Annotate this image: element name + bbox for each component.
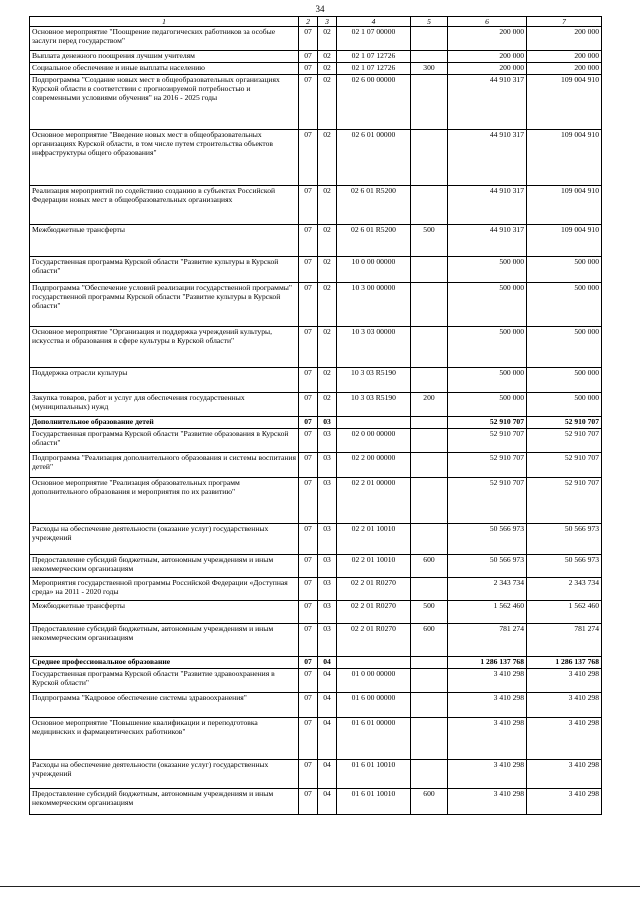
cell-expense-type xyxy=(411,669,448,693)
cell-expense-type xyxy=(411,257,448,283)
cell-section: 07 xyxy=(299,130,318,186)
cell-target-code: 02 6 00 00000 xyxy=(337,75,411,130)
cell-amount-year-2: 3 410 298 xyxy=(527,760,602,789)
cell-expense-type: 600 xyxy=(411,624,448,657)
cell-subsection: 03 xyxy=(318,524,337,555)
cell-target-code: 02 2 01 10010 xyxy=(337,524,411,555)
cell-expense-type xyxy=(411,657,448,669)
budget-table xyxy=(29,16,602,815)
table-row xyxy=(30,51,602,63)
cell-description: Социальное обеспечение и иные выплаты населению xyxy=(30,63,299,75)
cell-expense-type xyxy=(411,186,448,225)
cell-amount-year-1: 44 910 317 xyxy=(448,225,527,257)
cell-subsection: 02 xyxy=(318,186,337,225)
cell-section: 07 xyxy=(299,186,318,225)
table-row xyxy=(30,27,602,51)
cell-description: Закупка товаров, работ и услуг для обеспечения государственных (муниципальных) нужд xyxy=(30,393,299,417)
cell-section: 07 xyxy=(299,51,318,63)
cell-amount-year-2: 200 000 xyxy=(527,51,602,63)
table-row xyxy=(30,368,602,393)
cell-amount-year-2: 52 910 707 xyxy=(527,417,602,429)
table-row xyxy=(30,555,602,578)
table-row xyxy=(30,453,602,478)
cell-expense-type xyxy=(411,130,448,186)
cell-amount-year-1: 200 000 xyxy=(448,51,527,63)
table-header-row xyxy=(30,17,602,27)
cell-amount-year-1: 50 566 973 xyxy=(448,524,527,555)
cell-expense-type xyxy=(411,327,448,368)
cell-subsection: 02 xyxy=(318,393,337,417)
cell-amount-year-1: 44 910 317 xyxy=(448,75,527,130)
cell-section: 07 xyxy=(299,693,318,718)
cell-amount-year-1: 1 562 460 xyxy=(448,601,527,624)
cell-section: 07 xyxy=(299,75,318,130)
cell-target-code: 02 2 01 10010 xyxy=(337,555,411,578)
table-row xyxy=(30,75,602,130)
cell-amount-year-1: 50 566 973 xyxy=(448,555,527,578)
table-row xyxy=(30,225,602,257)
cell-amount-year-1: 500 000 xyxy=(448,393,527,417)
table-row xyxy=(30,669,602,693)
cell-target-code: 02 6 01 R5200 xyxy=(337,225,411,257)
cell-section: 07 xyxy=(299,624,318,657)
cell-section: 07 xyxy=(299,578,318,601)
cell-target-code: 10 3 03 00000 xyxy=(337,327,411,368)
cell-expense-type: 300 xyxy=(411,63,448,75)
cell-description: Подпрограмма "Кадровое обеспечение системы здравоохранения" xyxy=(30,693,299,718)
cell-target-code: 01 0 00 00000 xyxy=(337,669,411,693)
cell-amount-year-1: 44 910 317 xyxy=(448,186,527,225)
cell-amount-year-2: 52 910 707 xyxy=(527,429,602,453)
cell-amount-year-1: 500 000 xyxy=(448,368,527,393)
cell-expense-type xyxy=(411,524,448,555)
cell-amount-year-1: 3 410 298 xyxy=(448,669,527,693)
cell-description: Расходы на обеспечение деятельности (оказание услуг) государственных учреждений xyxy=(30,524,299,555)
cell-subsection: 02 xyxy=(318,368,337,393)
cell-section: 07 xyxy=(299,327,318,368)
table-row xyxy=(30,524,602,555)
page-bottom-line xyxy=(0,886,640,887)
cell-expense-type xyxy=(411,760,448,789)
cell-section: 07 xyxy=(299,393,318,417)
table-row xyxy=(30,624,602,657)
cell-amount-year-1: 52 910 707 xyxy=(448,429,527,453)
cell-subsection: 02 xyxy=(318,225,337,257)
cell-target-code: 02 0 00 00000 xyxy=(337,429,411,453)
cell-target-code: 02 1 07 12726 xyxy=(337,51,411,63)
cell-amount-year-2: 3 410 298 xyxy=(527,718,602,760)
cell-expense-type: 600 xyxy=(411,789,448,815)
table-row xyxy=(30,63,602,75)
cell-amount-year-2: 109 004 910 xyxy=(527,75,602,130)
cell-amount-year-2: 3 410 298 xyxy=(527,669,602,693)
cell-description: Основное мероприятие "Введение новых мест в общеобразовательных организациях Курской области, в том числе путем строительства объектов инфраструктуры общего образования" xyxy=(30,130,299,186)
cell-subsection: 04 xyxy=(318,718,337,760)
cell-section: 07 xyxy=(299,718,318,760)
cell-section: 07 xyxy=(299,555,318,578)
cell-amount-year-2: 500 000 xyxy=(527,368,602,393)
cell-expense-type xyxy=(411,453,448,478)
table-row xyxy=(30,693,602,718)
cell-subsection: 03 xyxy=(318,578,337,601)
header-col-3: 3 xyxy=(318,17,337,27)
cell-description: Межбюджетные трансферты xyxy=(30,225,299,257)
cell-subsection: 03 xyxy=(318,453,337,478)
cell-section: 07 xyxy=(299,368,318,393)
cell-amount-year-2: 109 004 910 xyxy=(527,130,602,186)
table-row xyxy=(30,718,602,760)
cell-target-code: 02 2 01 00000 xyxy=(337,478,411,524)
cell-description: Подпрограмма "Создание новых мест в общеобразовательных организациях Курской области в соответствии с прогнозируемой потребностью и современными условиями обучения" на 2016 - 2025 годы xyxy=(30,75,299,130)
cell-amount-year-2: 3 410 298 xyxy=(527,693,602,718)
cell-description: Выплата денежного поощрения лучшим учителям xyxy=(30,51,299,63)
cell-target-code xyxy=(337,657,411,669)
cell-description: Среднее профессиональное образование xyxy=(30,657,299,669)
cell-amount-year-2: 109 004 910 xyxy=(527,186,602,225)
table-row xyxy=(30,393,602,417)
cell-amount-year-2: 3 410 298 xyxy=(527,789,602,815)
cell-amount-year-1: 52 910 707 xyxy=(448,417,527,429)
cell-expense-type: 500 xyxy=(411,225,448,257)
cell-subsection: 02 xyxy=(318,327,337,368)
cell-amount-year-1: 52 910 707 xyxy=(448,453,527,478)
cell-section: 07 xyxy=(299,257,318,283)
cell-expense-type xyxy=(411,478,448,524)
cell-description: Предоставление субсидий бюджетным, автономным учреждениям и иным некоммерческим организациям xyxy=(30,789,299,815)
table-row xyxy=(30,417,602,429)
cell-description: Подпрограмма "Обеспечение условий реализации государственной программы" государственной программы Курской области "Развитие культуры в Курской области" xyxy=(30,283,299,327)
cell-target-code: 02 2 01 R0270 xyxy=(337,578,411,601)
cell-description: Подпрограмма "Реализация дополнительного образования и системы воспитания детей" xyxy=(30,453,299,478)
cell-target-code: 02 2 00 00000 xyxy=(337,453,411,478)
cell-description: Государственная программа Курской области "Развитие культуры в Курской области" xyxy=(30,257,299,283)
cell-subsection: 02 xyxy=(318,27,337,51)
cell-target-code: 01 6 00 00000 xyxy=(337,693,411,718)
cell-subsection: 04 xyxy=(318,760,337,789)
cell-amount-year-2: 500 000 xyxy=(527,257,602,283)
cell-expense-type: 600 xyxy=(411,555,448,578)
cell-expense-type xyxy=(411,578,448,601)
cell-section: 07 xyxy=(299,429,318,453)
cell-subsection: 04 xyxy=(318,669,337,693)
cell-section: 07 xyxy=(299,225,318,257)
cell-subsection: 02 xyxy=(318,51,337,63)
table-row xyxy=(30,429,602,453)
cell-target-code: 02 2 01 R0270 xyxy=(337,624,411,657)
cell-subsection: 04 xyxy=(318,789,337,815)
cell-amount-year-1: 3 410 298 xyxy=(448,693,527,718)
cell-subsection: 02 xyxy=(318,130,337,186)
cell-section: 07 xyxy=(299,283,318,327)
cell-target-code: 01 6 01 10010 xyxy=(337,760,411,789)
cell-target-code: 01 6 01 00000 xyxy=(337,718,411,760)
cell-section: 07 xyxy=(299,524,318,555)
cell-amount-year-2: 200 000 xyxy=(527,63,602,75)
cell-description: Основное мероприятие "Поощрение педагогических работников за особые заслуги перед государством" xyxy=(30,27,299,51)
cell-section: 07 xyxy=(299,601,318,624)
table-row xyxy=(30,601,602,624)
cell-section: 07 xyxy=(299,478,318,524)
cell-target-code: 02 6 01 R5200 xyxy=(337,186,411,225)
cell-amount-year-2: 52 910 707 xyxy=(527,478,602,524)
cell-amount-year-1: 3 410 298 xyxy=(448,760,527,789)
cell-amount-year-2: 781 274 xyxy=(527,624,602,657)
table-row xyxy=(30,760,602,789)
cell-section: 07 xyxy=(299,657,318,669)
cell-subsection: 03 xyxy=(318,555,337,578)
cell-amount-year-1: 1 286 137 768 xyxy=(448,657,527,669)
cell-subsection: 04 xyxy=(318,693,337,718)
cell-amount-year-2: 109 004 910 xyxy=(527,225,602,257)
header-col-2: 2 xyxy=(299,17,318,27)
cell-expense-type xyxy=(411,75,448,130)
table-row xyxy=(30,283,602,327)
cell-expense-type: 200 xyxy=(411,393,448,417)
cell-target-code: 02 6 01 00000 xyxy=(337,130,411,186)
cell-target-code: 02 2 01 R0270 xyxy=(337,601,411,624)
cell-target-code xyxy=(337,417,411,429)
cell-amount-year-1: 200 000 xyxy=(448,63,527,75)
cell-section: 07 xyxy=(299,789,318,815)
table-row xyxy=(30,478,602,524)
cell-expense-type xyxy=(411,429,448,453)
cell-amount-year-2: 50 566 973 xyxy=(527,555,602,578)
cell-subsection: 03 xyxy=(318,417,337,429)
cell-subsection: 02 xyxy=(318,63,337,75)
cell-section: 07 xyxy=(299,27,318,51)
cell-expense-type xyxy=(411,51,448,63)
cell-expense-type xyxy=(411,718,448,760)
page-number: 34 xyxy=(315,4,325,14)
cell-target-code: 10 3 00 00000 xyxy=(337,283,411,327)
cell-amount-year-2: 52 910 707 xyxy=(527,453,602,478)
cell-description: Основное мероприятие "Организация и поддержка учреждений культуры, искусства и образования в сфере культуры в Курской области" xyxy=(30,327,299,368)
cell-amount-year-2: 2 343 734 xyxy=(527,578,602,601)
table-row xyxy=(30,657,602,669)
cell-expense-type xyxy=(411,27,448,51)
table-row xyxy=(30,327,602,368)
cell-subsection: 02 xyxy=(318,75,337,130)
cell-description: Государственная программа Курской области "Развитие образования в Курской области" xyxy=(30,429,299,453)
cell-subsection: 04 xyxy=(318,657,337,669)
header-col-6: 6 xyxy=(448,17,527,27)
cell-amount-year-2: 200 000 xyxy=(527,27,602,51)
cell-subsection: 03 xyxy=(318,601,337,624)
cell-amount-year-2: 500 000 xyxy=(527,283,602,327)
cell-description: Реализация мероприятий по содействию созданию в субъектах Российской Федерации новых мест в общеобразовательных организациях xyxy=(30,186,299,225)
cell-target-code: 01 6 01 10010 xyxy=(337,789,411,815)
cell-target-code: 10 3 03 R5190 xyxy=(337,368,411,393)
cell-description: Основное мероприятие "Повышение квалификации и переподготовка медицинских и фармацевтических работников" xyxy=(30,718,299,760)
cell-description: Предоставление субсидий бюджетным, автономным учреждениям и иным некоммерческим организациям xyxy=(30,624,299,657)
cell-amount-year-1: 3 410 298 xyxy=(448,789,527,815)
cell-amount-year-1: 52 910 707 xyxy=(448,478,527,524)
cell-expense-type xyxy=(411,417,448,429)
header-col-4: 4 xyxy=(337,17,411,27)
cell-amount-year-2: 500 000 xyxy=(527,393,602,417)
cell-description: Расходы на обеспечение деятельности (оказание услуг) государственных учреждений xyxy=(30,760,299,789)
cell-section: 07 xyxy=(299,669,318,693)
cell-subsection: 02 xyxy=(318,283,337,327)
table-row xyxy=(30,257,602,283)
cell-subsection: 03 xyxy=(318,429,337,453)
cell-description: Основное мероприятие "Реализация образовательных программ дополнительного образования и мероприятия по их развитию" xyxy=(30,478,299,524)
cell-subsection: 02 xyxy=(318,257,337,283)
cell-description: Дополнительное образование детей xyxy=(30,417,299,429)
cell-description: Поддержка отрасли культуры xyxy=(30,368,299,393)
cell-target-code: 10 3 03 R5190 xyxy=(337,393,411,417)
header-col-7: 7 xyxy=(527,17,602,27)
cell-expense-type xyxy=(411,368,448,393)
cell-target-code: 02 1 07 00000 xyxy=(337,27,411,51)
cell-description: Межбюджетные трансферты xyxy=(30,601,299,624)
cell-amount-year-1: 500 000 xyxy=(448,327,527,368)
cell-description: Мероприятия государственной программы Российской Федерации «Доступная среда» на 2011 - 2020 годы xyxy=(30,578,299,601)
cell-amount-year-2: 500 000 xyxy=(527,327,602,368)
cell-section: 07 xyxy=(299,63,318,75)
cell-amount-year-1: 2 343 734 xyxy=(448,578,527,601)
cell-amount-year-2: 50 566 973 xyxy=(527,524,602,555)
table-row xyxy=(30,789,602,815)
table-row xyxy=(30,578,602,601)
cell-description: Государственная программа Курской области "Развитие здравоохранения в Курской области" xyxy=(30,669,299,693)
cell-amount-year-2: 1 286 137 768 xyxy=(527,657,602,669)
cell-subsection: 03 xyxy=(318,624,337,657)
cell-subsection: 03 xyxy=(318,478,337,524)
header-col-1: 1 xyxy=(30,17,299,27)
table-row xyxy=(30,186,602,225)
cell-section: 07 xyxy=(299,417,318,429)
cell-amount-year-1: 500 000 xyxy=(448,257,527,283)
cell-section: 07 xyxy=(299,453,318,478)
cell-section: 07 xyxy=(299,760,318,789)
cell-amount-year-1: 200 000 xyxy=(448,27,527,51)
cell-amount-year-1: 44 910 317 xyxy=(448,130,527,186)
cell-amount-year-1: 500 000 xyxy=(448,283,527,327)
cell-expense-type xyxy=(411,693,448,718)
header-col-5: 5 xyxy=(411,17,448,27)
cell-description: Предоставление субсидий бюджетным, автономным учреждениям и иным некоммерческим организациям xyxy=(30,555,299,578)
cell-amount-year-2: 1 562 460 xyxy=(527,601,602,624)
cell-expense-type xyxy=(411,283,448,327)
cell-amount-year-1: 781 274 xyxy=(448,624,527,657)
cell-expense-type: 500 xyxy=(411,601,448,624)
cell-target-code: 02 1 07 12726 xyxy=(337,63,411,75)
cell-amount-year-1: 3 410 298 xyxy=(448,718,527,760)
table-row xyxy=(30,130,602,186)
cell-target-code: 10 0 00 00000 xyxy=(337,257,411,283)
